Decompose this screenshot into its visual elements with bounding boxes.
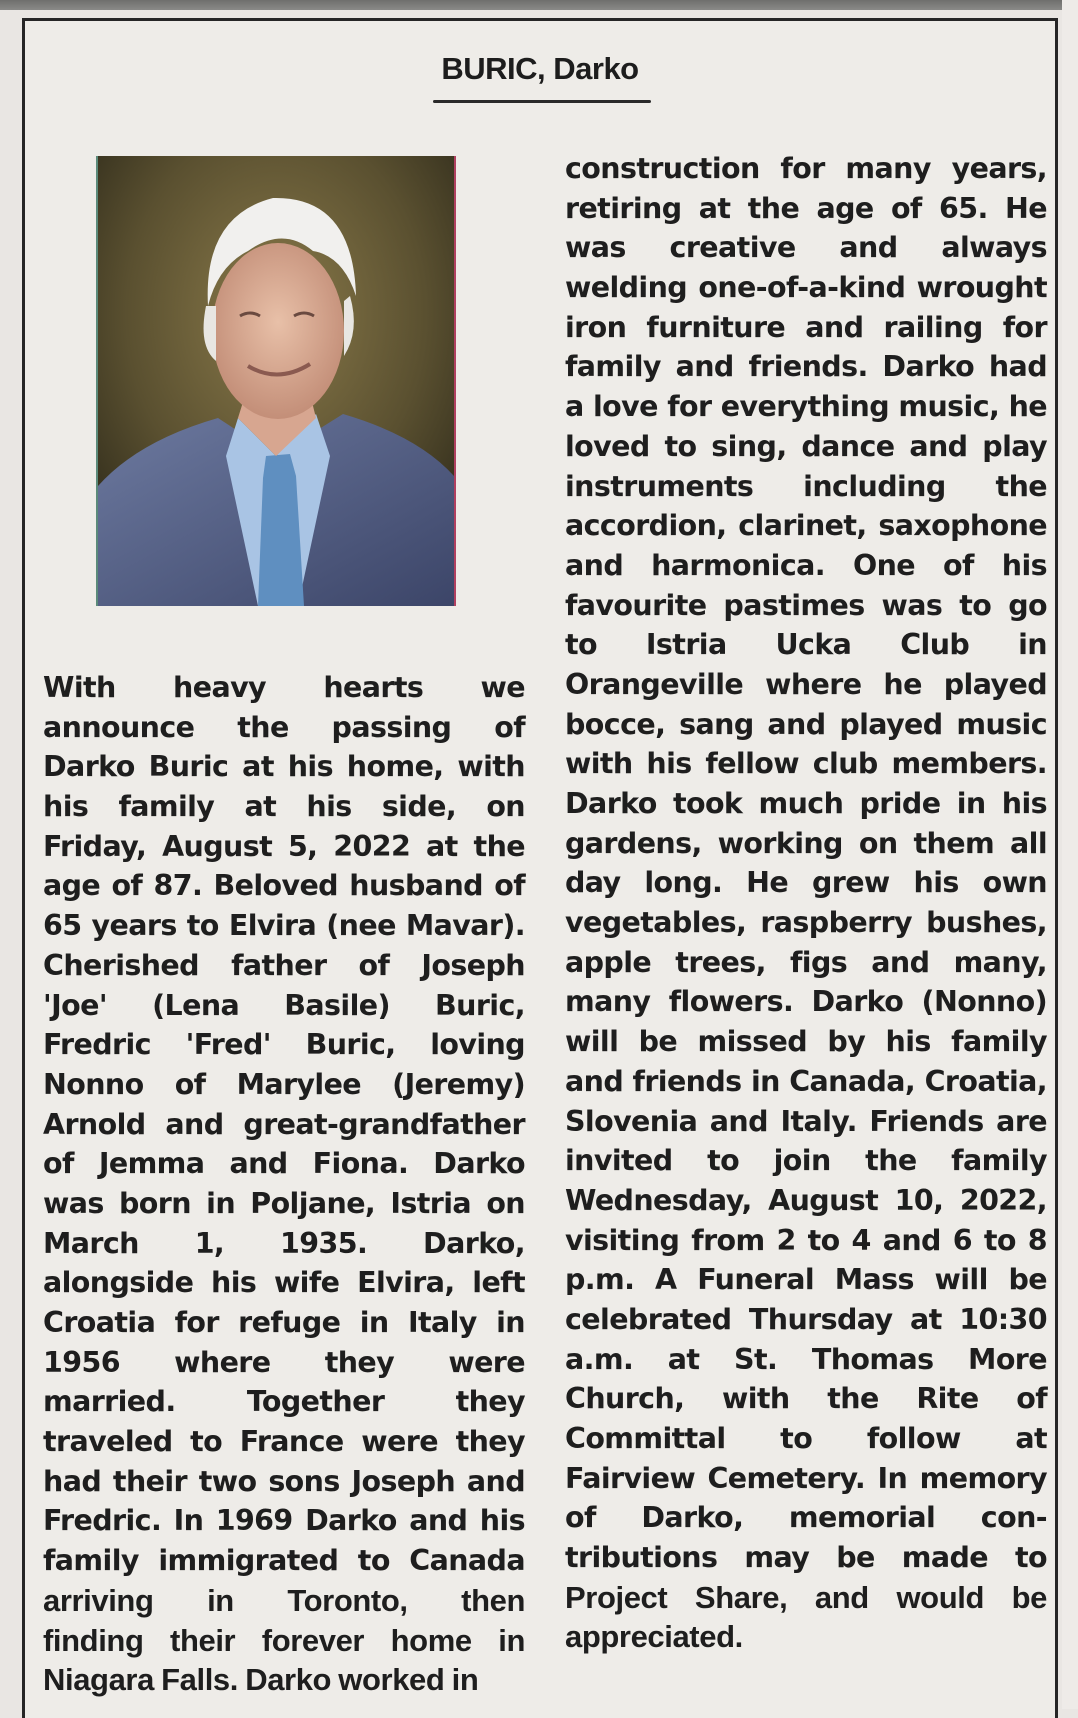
text-line: With heavy hearts we <box>43 671 525 704</box>
text-line: Slovenia and Italy. Friends are <box>565 1104 1047 1138</box>
text-line: of Jemma and Fiona. Darko <box>43 1147 525 1181</box>
text-line: alongside his wife Elvira, left <box>43 1266 525 1300</box>
text-line: was born in Poljane, Istria on <box>43 1186 525 1220</box>
text-line: Croatia for refuge in Italy in <box>43 1306 525 1339</box>
text-line: Project Share, and would be <box>565 1579 1047 1615</box>
text-line: Niagara Falls. Darko worked in <box>43 1662 479 1698</box>
text-line: gardens, working on them all <box>565 826 1047 860</box>
text-line: will be missed by his family <box>565 1025 1047 1059</box>
text-line: had their two sons Joseph and <box>43 1464 525 1498</box>
text-line: and friends in Canada, Croatia, <box>565 1064 1047 1098</box>
text-line: March 1, 1935. Darko, <box>43 1226 525 1260</box>
text-line: Darko took much pride in his <box>565 787 1047 820</box>
text-line: arriving in Toronto, then <box>43 1582 525 1618</box>
text-line: age of 87. Beloved husband of <box>43 869 525 903</box>
text-line: Fredric. In 1969 Darko and his <box>43 1504 525 1538</box>
text-line: apple trees, figs and many, <box>565 945 1047 979</box>
text-line: a love for everything music, he <box>565 390 1047 424</box>
text-line: Wednesday, August 10, 2022, <box>565 1183 1047 1217</box>
text-line: with his fellow club members. <box>565 747 1047 781</box>
text-line: instruments including the <box>565 469 1047 503</box>
text-line: 'Joe' (Lena Basile) Buric, <box>43 988 525 1022</box>
text-line: welding one-of-a-kind wrought <box>565 271 1047 305</box>
text-line: was creative and always <box>565 231 1047 265</box>
text-line: 1956 where they were <box>43 1345 525 1379</box>
face-shape <box>212 243 344 419</box>
text-line: visiting from 2 to 4 and 6 to 8 <box>565 1223 1047 1257</box>
text-line: married. Together they <box>43 1385 525 1419</box>
text-line: Darko Buric at his home, with <box>43 750 525 784</box>
text-line: accordion, clarinet, saxophone <box>565 509 1047 543</box>
text-line: announce the passing of <box>43 710 525 744</box>
text-line: finding their forever home in <box>43 1622 525 1658</box>
text-line: favourite pastimes was to go <box>565 588 1047 622</box>
text-line: Nonno of Marylee (Jeremy) <box>43 1067 525 1101</box>
text-line: celebrated Thursday at 10:30 <box>565 1302 1047 1336</box>
text-line: many flowers. Darko (Nonno) <box>565 985 1047 1019</box>
text-line: and harmonica. One of his <box>565 548 1047 582</box>
portrait-photo <box>96 156 456 606</box>
text-line: vegetables, raspberry bushes, <box>565 906 1047 940</box>
text-line: retiring at the age of 65. He <box>565 191 1047 225</box>
text-line: Cherished father of Joseph <box>43 948 525 982</box>
text-line: invited to join the family <box>565 1144 1047 1178</box>
text-line: Orangeville where he played <box>565 667 1047 701</box>
obituary-right-column <box>565 149 1047 1657</box>
text-line: Church, with the Rite of <box>565 1382 1047 1416</box>
text-line: 65 years to Elvira (nee Mavar). <box>43 909 525 943</box>
text-line: loved to sing, dance and play <box>565 429 1047 463</box>
portrait-illustration <box>98 156 454 606</box>
text-line: day long. He grew his own <box>565 866 1047 900</box>
text-line: Friday, August 5, 2022 at the <box>43 829 525 863</box>
text-line: family immigrated to Canada <box>43 1544 525 1578</box>
text-line: tributions may be made to <box>565 1541 1047 1575</box>
text-line: p.m. A Funeral Mass will be <box>565 1263 1047 1297</box>
text-line: iron furniture and railing for <box>565 310 1047 344</box>
obituary-left-column <box>43 668 525 1700</box>
text-line: his family at his side, on <box>43 790 525 824</box>
obituary-frame <box>22 18 1058 1718</box>
text-line: to Istria Ucka Club in <box>565 628 1047 662</box>
text-line: appreciated. <box>565 1619 743 1655</box>
obituary-title: BURIC, Darko <box>441 51 639 86</box>
text-line: bocce, sang and played music <box>565 707 1047 741</box>
text-line: Committal to follow at <box>565 1422 1047 1455</box>
page-top-strip <box>0 0 1062 10</box>
text-line: construction for many years, <box>565 152 1047 185</box>
text-line: a.m. at St. Thomas More <box>565 1342 1047 1376</box>
text-line: Fredric 'Fred' Buric, loving <box>43 1028 525 1062</box>
text-line: traveled to France were they <box>43 1425 525 1459</box>
page-right-edge <box>1062 0 1078 1709</box>
text-line: family and friends. Darko had <box>565 350 1047 384</box>
text-line: Fairview Cemetery. In memory <box>565 1461 1047 1495</box>
title-underline <box>433 100 651 103</box>
text-line: of Darko, memorial con- <box>565 1501 1047 1535</box>
text-line: Arnold and great-grandfather <box>43 1107 525 1141</box>
